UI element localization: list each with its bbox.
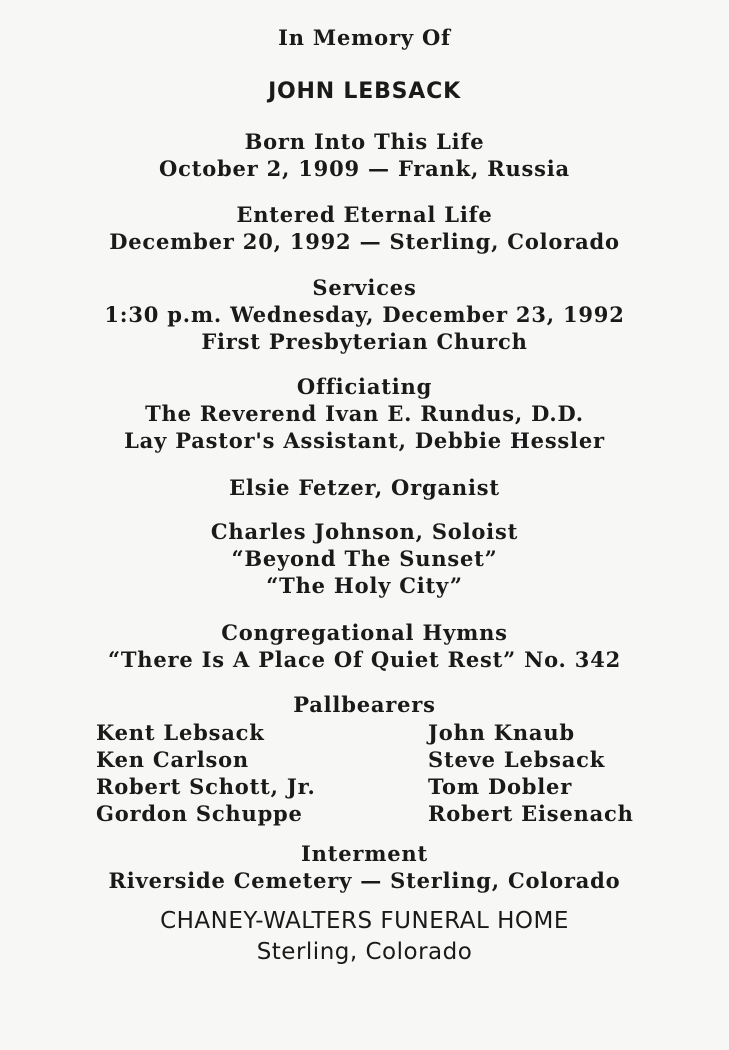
pallbearer-right-3: Tom Dobler xyxy=(428,774,573,799)
pallbearer-left-2: Ken Carlson xyxy=(96,747,249,772)
pallbearer-right-2: Steve Lebsack xyxy=(428,747,606,772)
hymns-hymn: “There Is A Place Of Quiet Rest” No. 342 xyxy=(107,647,622,672)
funeral-home-city: Sterling, Colorado xyxy=(256,939,473,965)
organist: Elsie Fetzer, Organist xyxy=(229,475,500,500)
heading: In Memory Of xyxy=(278,25,451,50)
pallbearer-left-3: Robert Schott, Jr. xyxy=(96,774,316,799)
deceased-name: JOHN LEBSACK xyxy=(268,79,461,104)
pallbearers-title: Pallbearers xyxy=(293,692,436,717)
born-title: Born Into This Life xyxy=(244,129,485,154)
services-place: First Presbyterian Church xyxy=(201,329,528,354)
pallbearer-right-1: John Knaub xyxy=(428,720,575,745)
interment-detail: Riverside Cemetery — Sterling, Colorado xyxy=(108,868,621,893)
soloist-title: Charles Johnson, Soloist xyxy=(210,519,519,544)
officiating-line1: The Reverend Ivan E. Rundus, D.D. xyxy=(145,401,584,426)
soloist-song1: “Beyond The Sunset” xyxy=(231,546,498,571)
hymns-title: Congregational Hymns xyxy=(221,620,508,645)
services-title: Services xyxy=(312,275,417,300)
soloist-song2: “The Holy City” xyxy=(266,573,463,598)
officiating-line2: Lay Pastor's Assistant, Debbie Hessler xyxy=(124,428,605,453)
pallbearer-right-4: Robert Eisenach xyxy=(428,801,634,826)
pallbearer-left-1: Kent Lebsack xyxy=(96,720,265,745)
services-time: 1:30 p.m. Wednesday, December 23, 1992 xyxy=(104,302,625,327)
entered-title: Entered Eternal Life xyxy=(236,202,493,227)
pallbearer-left-4: Gordon Schuppe xyxy=(96,801,303,826)
funeral-home-name: CHANEY-WALTERS FUNERAL HOME xyxy=(160,908,569,934)
born-detail: October 2, 1909 — Frank, Russia xyxy=(159,156,570,181)
officiating-title: Officiating xyxy=(296,374,433,399)
entered-detail: December 20, 1992 — Sterling, Colorado xyxy=(109,229,620,254)
interment-title: Interment xyxy=(301,841,428,866)
